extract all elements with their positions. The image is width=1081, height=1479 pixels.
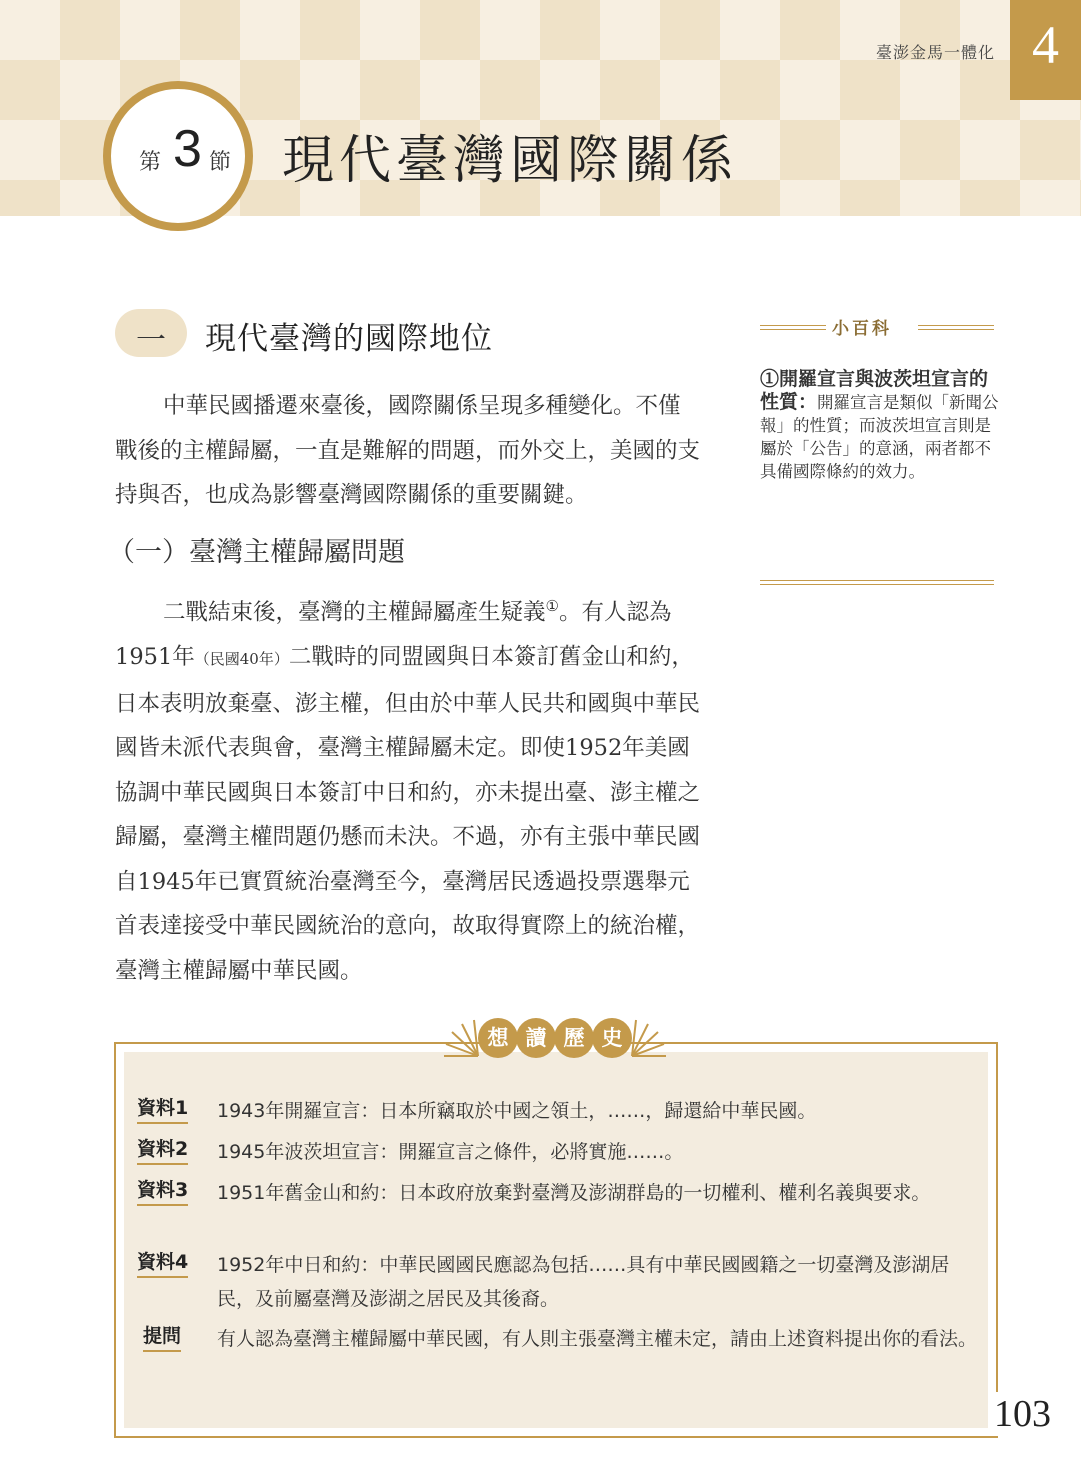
section-suffix: 節: [209, 150, 232, 175]
paragraph-sovereignty-c: 二戰時的同盟國與日本簽訂舊金山和約，日本表明放棄臺、澎主權，但由於中華人民共和國與中華民國皆未派代表與會，臺灣主權歸屬未定。即使1952年美國協調中華民國與日本簽訂中日和約，亦未提出臺、澎主權之歸屬，臺灣主權問題仍懸而未決。不過，亦有主張中華民國自1945年已實質統治臺灣至今，臺灣居民透過投票選舉元首表達接受中華民國統治的意向，故取得實際上的統治權，臺灣主權歸屬中華民國。: [115, 644, 701, 984]
think-box-header: [440, 1012, 670, 1064]
source-text: 1945年波茨坦宣言：開羅宣言之條件，必將實施……。: [217, 1141, 684, 1163]
sidebar-note-body: 開羅宣言是類似「新聞公報」的性質；而波茨坦宣言則是屬於「公告」的意涵，兩者都不具備國際條約的效力。: [760, 393, 999, 481]
source-label: 資料4: [137, 1248, 188, 1278]
source-text: 1943年開羅宣言：日本所竊取於中國之領土，……，歸還給中華民國。: [217, 1100, 817, 1122]
page-number: 103: [990, 1392, 1055, 1436]
badge-char-2: 讀: [516, 1018, 556, 1058]
question-label: 提問: [143, 1322, 181, 1352]
badge-char-1: 想: [478, 1018, 518, 1058]
section-badge: [103, 81, 253, 231]
paragraph-sovereignty-b: 。有人認為1951年: [115, 599, 672, 670]
chapter-number: 4: [1032, 15, 1059, 75]
paragraph-sovereignty-small: （民國40年）: [194, 650, 289, 668]
paragraph-intro-text: 中華民國播遷來臺後，國際關係呈現多種變化。不僅戰後的主權歸屬，一直是難解的問題，而外交上，美國的支持與否，也成為影響臺灣國際關係的重要關鍵。: [115, 393, 701, 508]
badge-char-3: 歷: [554, 1018, 594, 1058]
source-row-1: [137, 1094, 977, 1128]
paragraph-sovereignty: [115, 584, 700, 993]
sidebar-note: [760, 368, 1000, 483]
sidebar-title: 小百科: [832, 319, 892, 339]
heading-title: 現代臺灣的國際地位: [205, 321, 493, 357]
fan-ornament-right-icon: [630, 1018, 670, 1058]
sidebar-title-rule-right: [918, 325, 994, 330]
source-label: 資料2: [137, 1135, 188, 1165]
question-row: [137, 1322, 977, 1392]
source-row-2: [137, 1135, 977, 1169]
chapter-label: 臺澎金馬一體化: [875, 43, 995, 62]
source-label: 資料1: [137, 1094, 188, 1124]
badge-char-4: 史: [592, 1018, 632, 1058]
heading-number: 一: [136, 323, 166, 358]
source-text: 1952年中日和約：中華民國國民應認為包括……具有中華民國國籍之一切臺灣及澎湖居民，及前屬臺灣及澎湖之居民及其後裔。: [217, 1254, 950, 1310]
section-number: 3: [173, 120, 202, 178]
source-row-4: [137, 1248, 977, 1318]
sidebar-title-rule-left: [760, 325, 826, 330]
paragraph-intro: [115, 384, 700, 518]
section-prefix: 第: [139, 150, 162, 175]
heading-number-pill: [115, 309, 187, 357]
sidebar-note-mark: ①: [760, 368, 780, 390]
paragraph-sovereignty-a: 二戰結束後，臺灣的主權歸屬產生疑義: [163, 599, 546, 626]
source-label: 資料3: [137, 1176, 188, 1206]
fan-ornament-left-icon: [440, 1018, 480, 1058]
sidebar-bottom-rule: [760, 580, 994, 585]
sidebar-note-heading: 開羅宣言與波茨坦宣言的性質：: [760, 368, 989, 413]
question-text: 有人認為臺灣主權歸屬中華民國，有人則主張臺灣主權未定，請由上述資料提出你的看法。: [217, 1328, 978, 1350]
section-title: 現代臺灣國際關係: [282, 131, 739, 191]
chapter-tab: [1010, 0, 1081, 100]
source-text: 1951年舊金山和約：日本政府放棄對臺灣及澎湖群島的一切權利、權利名義與要求。: [217, 1182, 931, 1204]
footnote-mark[interactable]: ①: [545, 597, 559, 615]
subheading: （一）臺灣主權歸屬問題: [108, 537, 405, 568]
source-row-3: [137, 1176, 977, 1246]
